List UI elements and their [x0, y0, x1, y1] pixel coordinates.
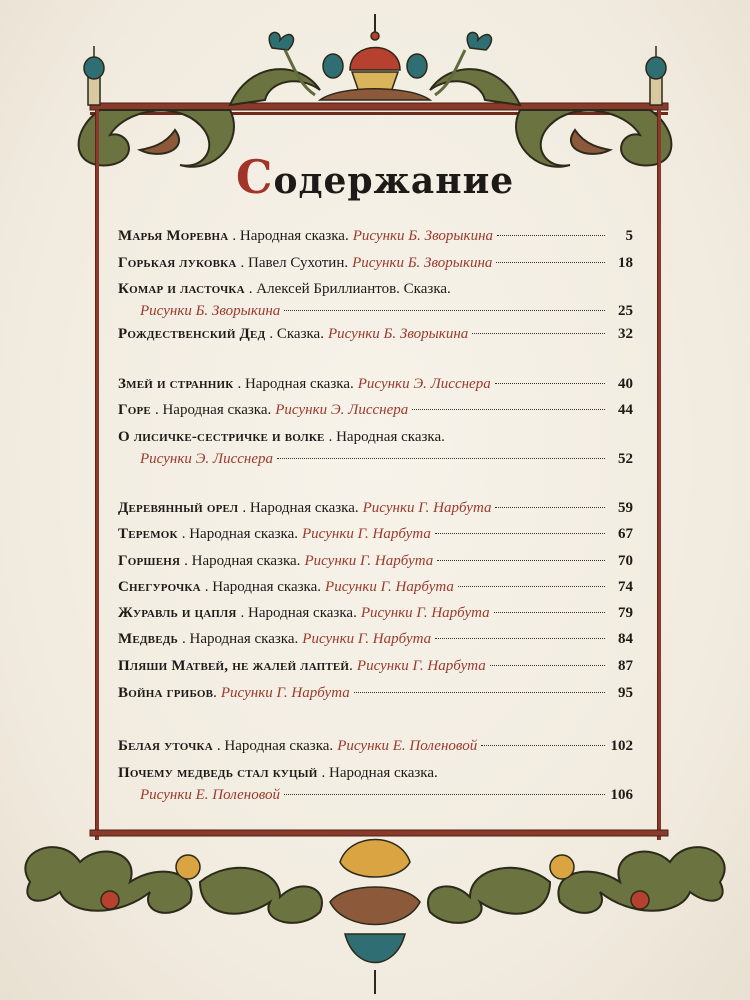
- illustrator: Рисунки Г. Нарбута: [304, 553, 434, 569]
- toc-entry: [118, 500, 633, 519]
- illustrator: Рисунки Б. Зворыкина: [327, 326, 469, 342]
- story-title: Белая уточка: [118, 738, 213, 754]
- story-title: Журавль и цапля: [118, 605, 237, 621]
- toc-entry: [118, 376, 633, 395]
- illustrator: Рисунки Г. Нарбута: [356, 658, 486, 674]
- story-desc: . Народная сказка.: [240, 605, 357, 621]
- story-desc: . Народная сказка.: [237, 376, 354, 392]
- page-number: 40: [618, 376, 633, 392]
- toc-entry: [118, 281, 633, 322]
- illustrator: Рисунки Г. Нарбута: [325, 579, 454, 595]
- illustrator: Рисунки Э. Лисснера: [140, 451, 273, 467]
- illustrator: Рисунки Г. Нарбута: [302, 526, 431, 542]
- story-title: Снегурочка: [118, 579, 201, 595]
- toc-entry: [118, 429, 633, 470]
- page-number: 59: [618, 500, 633, 516]
- story-title: Война грибов: [118, 685, 214, 701]
- leader-dots: [495, 383, 605, 384]
- story-desc: . Народная сказка.: [204, 579, 322, 595]
- leader-dots: [284, 310, 605, 311]
- illustrator: Рисунки Г. Нарбута: [360, 605, 490, 621]
- leader-dots: [496, 262, 605, 263]
- page-number: 25: [618, 303, 633, 319]
- story-title: Теремок: [118, 526, 178, 542]
- toc-entry: [118, 765, 633, 806]
- illustrator: Рисунки Б. Зворыкина: [352, 228, 494, 244]
- top-ornament: [0, 0, 750, 170]
- page-number: 79: [618, 605, 633, 621]
- illustrator: Рисунки Г. Нарбута: [220, 685, 350, 701]
- story-desc: .: [213, 685, 217, 701]
- illustrator: Рисунки Э. Лисснера: [357, 376, 491, 392]
- illustrator: Рисунки Б. Зворыкина: [352, 255, 493, 271]
- illustrator: Рисунки Е. Поленовой: [140, 787, 281, 803]
- page-number: 32: [618, 326, 633, 342]
- story-desc: . Народная сказка.: [154, 402, 272, 418]
- page-number: 87: [618, 658, 633, 674]
- story-desc: . Народная сказка.: [184, 553, 301, 569]
- leader-dots: [277, 458, 605, 459]
- story-desc: . Павел Сухотин.: [240, 255, 349, 271]
- toc-entry: [118, 685, 633, 704]
- story-title: Марья Моревна: [118, 228, 229, 244]
- frame-left-border: [95, 110, 99, 840]
- story-title: Деревянный орел: [118, 500, 239, 516]
- story-title: О лисичке-сестричке и волке: [118, 429, 325, 445]
- toc-entry: [118, 738, 633, 757]
- leader-dots: [495, 507, 605, 508]
- story-title: Горе: [118, 402, 151, 418]
- page-number: 74: [618, 579, 633, 595]
- page-number: 102: [610, 738, 633, 754]
- page-number: 44: [618, 402, 633, 418]
- toc-entry: [118, 526, 633, 545]
- page-number: 67: [618, 526, 633, 542]
- story-title: Рождественский Дед: [118, 326, 266, 342]
- page-number: 84: [618, 631, 633, 647]
- story-title: Комар и ласточка: [118, 281, 245, 297]
- story-title: Пляши Матвей, не жалей лаптей: [118, 658, 350, 674]
- toc-entry: [118, 402, 633, 421]
- toc-entry: [118, 658, 633, 677]
- story-desc: . Алексей Бриллиантов. Сказка.: [248, 281, 451, 297]
- toc-entry: [118, 579, 633, 598]
- story-desc: . Народная сказка.: [216, 738, 334, 754]
- story-desc: . Народная сказка.: [242, 500, 359, 516]
- story-desc: .: [349, 658, 353, 674]
- illustrator: Рисунки Э. Лисснера: [275, 402, 409, 418]
- page-number: 106: [610, 787, 633, 803]
- leader-dots: [437, 560, 605, 561]
- story-desc: . Народная сказка.: [321, 765, 438, 781]
- page-number: 52: [618, 451, 633, 467]
- title-initial: С: [235, 150, 274, 204]
- toc-entry: [118, 255, 633, 274]
- page-number: 5: [625, 228, 633, 244]
- story-title: Горькая луковка: [118, 255, 237, 271]
- toc-entry: [118, 605, 633, 624]
- frame-right-border: [657, 110, 661, 840]
- illustrator: Рисунки Б. Зворыкина: [140, 303, 281, 319]
- page-number: 70: [618, 553, 633, 569]
- toc-entry: [118, 228, 633, 247]
- bottom-ornament: [0, 822, 750, 1000]
- toc-entry: [118, 553, 633, 572]
- page-title: [0, 150, 750, 204]
- page-number: 95: [618, 685, 633, 701]
- leader-dots: [458, 586, 605, 587]
- illustrator: Рисунки Г. Нарбута: [302, 631, 432, 647]
- story-desc: . Сказка.: [269, 326, 324, 342]
- story-desc: . Народная сказка.: [232, 228, 349, 244]
- story-title: Горшеня: [118, 553, 181, 569]
- story-desc: . Народная сказка.: [181, 631, 299, 647]
- toc-entry: [118, 631, 633, 650]
- leader-dots: [472, 333, 605, 334]
- leader-dots: [490, 665, 605, 666]
- leader-dots: [435, 533, 605, 534]
- toc-entry: [118, 326, 633, 345]
- illustrator: Рисунки Г. Нарбута: [362, 500, 492, 516]
- title-rest: одержание: [273, 160, 515, 202]
- leader-dots: [435, 638, 605, 639]
- story-desc: . Народная сказка.: [328, 429, 445, 445]
- leader-dots: [412, 409, 605, 410]
- leader-dots: [354, 692, 605, 693]
- page-number: 18: [618, 255, 633, 271]
- illustrator: Рисунки Е. Поленовой: [337, 738, 478, 754]
- leader-dots: [284, 794, 605, 795]
- leader-dots: [481, 745, 605, 746]
- leader-dots: [497, 235, 605, 236]
- story-desc: . Народная сказка.: [181, 526, 299, 542]
- leader-dots: [494, 612, 605, 613]
- story-title: Почему медведь стал куцый: [118, 765, 318, 781]
- story-title: Медведь: [118, 631, 178, 647]
- story-title: Змей и странник: [118, 376, 234, 392]
